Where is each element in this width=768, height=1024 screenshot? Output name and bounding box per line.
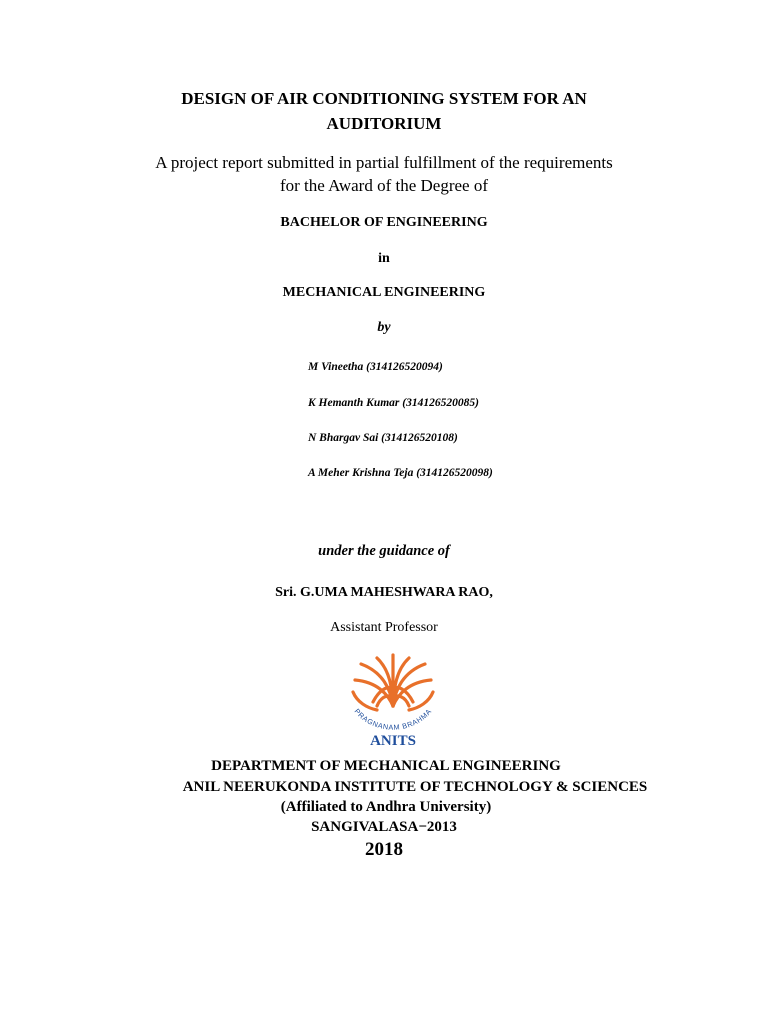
logo-name: ANITS bbox=[370, 733, 416, 749]
report-title-line-1: DESIGN OF AIR CONDITIONING SYSTEM FOR AN bbox=[181, 89, 587, 108]
degree-name: BACHELOR OF ENGINEERING bbox=[280, 215, 488, 230]
anits-logo bbox=[333, 650, 453, 750]
institution-name: ANIL NEERUKONDA INSTITUTE OF TECHNOLOGY & SCIENCES bbox=[182, 779, 648, 795]
guidance-label: under the guidance of bbox=[318, 543, 450, 559]
institution-affiliation: (Affiliated to Andhra University) bbox=[280, 799, 492, 815]
student-item: A Meher Krishna Teja (314126520098) bbox=[308, 467, 493, 479]
degree-branch: MECHANICAL ENGINEERING bbox=[282, 285, 486, 300]
department-name: DEPARTMENT OF MECHANICAL ENGINEERING bbox=[211, 758, 561, 774]
degree-by: by bbox=[377, 320, 391, 335]
report-year: 2018 bbox=[365, 839, 403, 860]
report-title-line-2: AUDITORIUM bbox=[326, 114, 442, 133]
lotus-petals-icon bbox=[353, 655, 433, 710]
guide-role: Assistant Professor bbox=[330, 620, 438, 635]
subtitle-line-2: for the Award of the Degree of bbox=[279, 176, 489, 195]
student-item: M Vineetha (314126520094) bbox=[308, 361, 443, 373]
subtitle-line-1: A project report submitted in partial fulfillment of the requirements bbox=[155, 153, 613, 172]
institution-place: SANGIVALASA−2013 bbox=[311, 819, 457, 835]
student-item: K Hemanth Kumar (314126520085) bbox=[308, 397, 479, 409]
guide-name: Sri. G.UMA MAHESHWARA RAO, bbox=[275, 585, 493, 600]
logo-motto: PRAGNANAM BRAHMA bbox=[352, 706, 434, 732]
student-item: N Bhargav Sai (314126520108) bbox=[308, 432, 458, 444]
degree-in: in bbox=[378, 251, 390, 266]
